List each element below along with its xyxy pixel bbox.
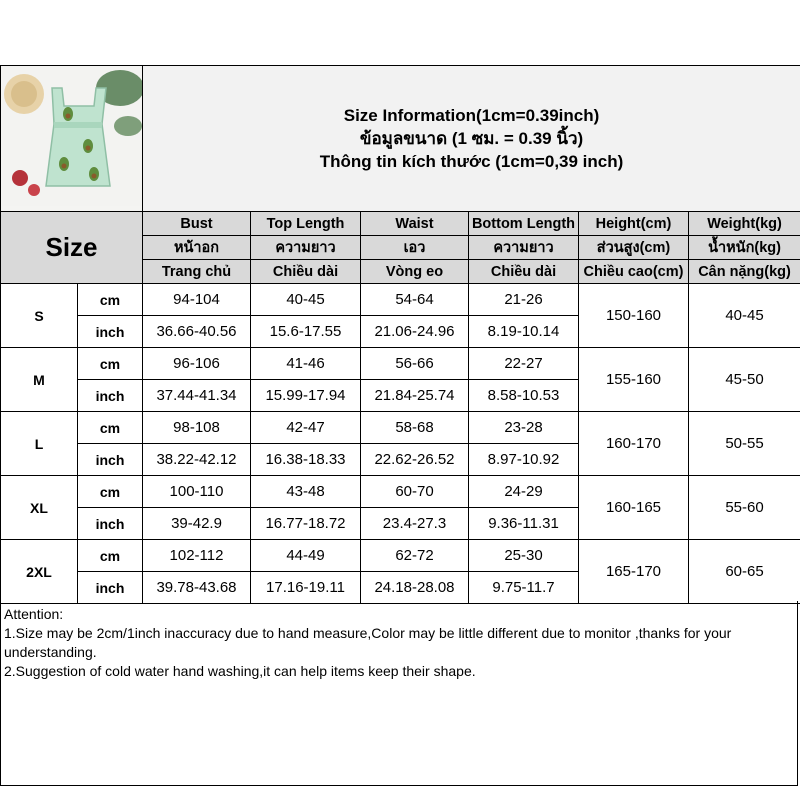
measurement-cell: 40-45: [251, 284, 361, 316]
measurement-cell: 60-70: [361, 476, 469, 508]
unit-label: inch: [78, 444, 143, 476]
weight-cell: 45-50: [689, 348, 800, 412]
measurement-cell: 54-64: [361, 284, 469, 316]
col-height-th: ส่วนสูง(cm): [579, 236, 689, 260]
table-row: [1, 284, 800, 316]
title-english: Size Information(1cm=0.39inch): [343, 106, 600, 125]
size-table: [0, 65, 800, 604]
unit-label: inch: [78, 508, 143, 540]
title-vietnamese: Thông tin kích thước (1cm=0,39 inch): [319, 152, 624, 171]
col-waist-th: เอว: [361, 236, 469, 260]
measurement-cell: 15.6-17.55: [251, 316, 361, 348]
measurement-cell: 58-68: [361, 412, 469, 444]
measurement-cell: 24.18-28.08: [361, 572, 469, 604]
measurement-cell: 22.62-26.52: [361, 444, 469, 476]
col-waist-vi: Vòng eo: [361, 260, 469, 284]
measurement-cell: 62-72: [361, 540, 469, 572]
measurement-cell: 96-106: [143, 348, 251, 380]
measurement-cell: 16.38-18.33: [251, 444, 361, 476]
product-thumbnail: [1, 66, 143, 212]
measurement-cell: 41-46: [251, 348, 361, 380]
measurement-cell: 23-28: [469, 412, 579, 444]
col-height-en: Height(cm): [579, 212, 689, 236]
measurement-cell: 56-66: [361, 348, 469, 380]
col-bottom-length-th: ความยาว: [469, 236, 579, 260]
measurement-cell: 42-47: [251, 412, 361, 444]
measurement-cell: 100-110: [143, 476, 251, 508]
weight-cell: 50-55: [689, 412, 800, 476]
measurement-cell: 102-112: [143, 540, 251, 572]
col-top-length-en: Top Length: [251, 212, 361, 236]
measurement-cell: 21.06-24.96: [361, 316, 469, 348]
col-top-length-th: ความยาว: [251, 236, 361, 260]
size-name: L: [1, 412, 78, 476]
measurement-cell: 44-49: [251, 540, 361, 572]
measurement-cell: 94-104: [143, 284, 251, 316]
col-bottom-length-en: Bottom Length: [469, 212, 579, 236]
note-item-1: 1.Size may be 2cm/1inch inaccuracy due to hand measure,Color may be little different due to monitor ,thanks for your understanding.: [4, 625, 732, 660]
table-row: [1, 348, 800, 380]
unit-label: inch: [78, 572, 143, 604]
col-weight-en: Weight(kg): [689, 212, 800, 236]
height-cell: 155-160: [579, 348, 689, 412]
measurement-cell: 9.36-11.31: [469, 508, 579, 540]
attention-notes: [0, 601, 798, 786]
height-cell: 150-160: [579, 284, 689, 348]
col-bottom-length-vi: Chiều dài: [469, 260, 579, 284]
col-height-vi: Chiều cao(cm): [579, 260, 689, 284]
col-bust-vi: Trang chủ: [143, 260, 251, 284]
unit-label: cm: [78, 284, 143, 316]
unit-label: inch: [78, 316, 143, 348]
measurement-cell: 9.75-11.7: [469, 572, 579, 604]
measurement-cell: 36.66-40.56: [143, 316, 251, 348]
col-weight-th: น้ำหนัก(kg): [689, 236, 800, 260]
weight-cell: 60-65: [689, 540, 800, 604]
size-name: XL: [1, 476, 78, 540]
size-information-title: [143, 66, 800, 212]
table-row: [1, 476, 800, 508]
table-row: [1, 540, 800, 572]
unit-label: inch: [78, 380, 143, 412]
size-name: S: [1, 284, 78, 348]
measurement-cell: 38.22-42.12: [143, 444, 251, 476]
size-name: 2XL: [1, 540, 78, 604]
measurement-cell: 23.4-27.3: [361, 508, 469, 540]
col-weight-vi: Cân nặng(kg): [689, 260, 800, 284]
title-thai: ข้อมูลขนาด (1 ซม. = 0.39 นิ้ว): [359, 129, 584, 148]
measurement-cell: 98-108: [143, 412, 251, 444]
height-cell: 160-170: [579, 412, 689, 476]
measurement-cell: 21-26: [469, 284, 579, 316]
size-chart: [0, 65, 800, 787]
col-waist-en: Waist: [361, 212, 469, 236]
measurement-cell: 8.19-10.14: [469, 316, 579, 348]
weight-cell: 55-60: [689, 476, 800, 540]
height-cell: 165-170: [579, 540, 689, 604]
measurement-cell: 37.44-41.34: [143, 380, 251, 412]
height-cell: 160-165: [579, 476, 689, 540]
measurement-cell: 21.84-25.74: [361, 380, 469, 412]
note-item-2: 2.Suggestion of cold water hand washing,it can help items keep their shape.: [4, 663, 476, 679]
unit-label: cm: [78, 412, 143, 444]
measurement-cell: 15.99-17.94: [251, 380, 361, 412]
measurement-cell: 39.78-43.68: [143, 572, 251, 604]
unit-label: cm: [78, 348, 143, 380]
col-bust-th: หน้าอก: [143, 236, 251, 260]
measurement-cell: 8.58-10.53: [469, 380, 579, 412]
size-heading: Size: [1, 212, 143, 284]
measurement-cell: 22-27: [469, 348, 579, 380]
measurement-cell: 25-30: [469, 540, 579, 572]
unit-label: cm: [78, 476, 143, 508]
measurement-cell: 16.77-18.72: [251, 508, 361, 540]
notes-title: Attention:: [4, 606, 64, 622]
weight-cell: 40-45: [689, 284, 800, 348]
unit-label: cm: [78, 540, 143, 572]
measurement-cell: 39-42.9: [143, 508, 251, 540]
measurement-cell: 43-48: [251, 476, 361, 508]
col-bust-en: Bust: [143, 212, 251, 236]
measurement-cell: 24-29: [469, 476, 579, 508]
measurement-cell: 17.16-19.11: [251, 572, 361, 604]
col-top-length-vi: Chiều dài: [251, 260, 361, 284]
size-name: M: [1, 348, 78, 412]
table-row: [1, 412, 800, 444]
romper-photo-icon: [2, 66, 142, 206]
measurement-cell: 8.97-10.92: [469, 444, 579, 476]
